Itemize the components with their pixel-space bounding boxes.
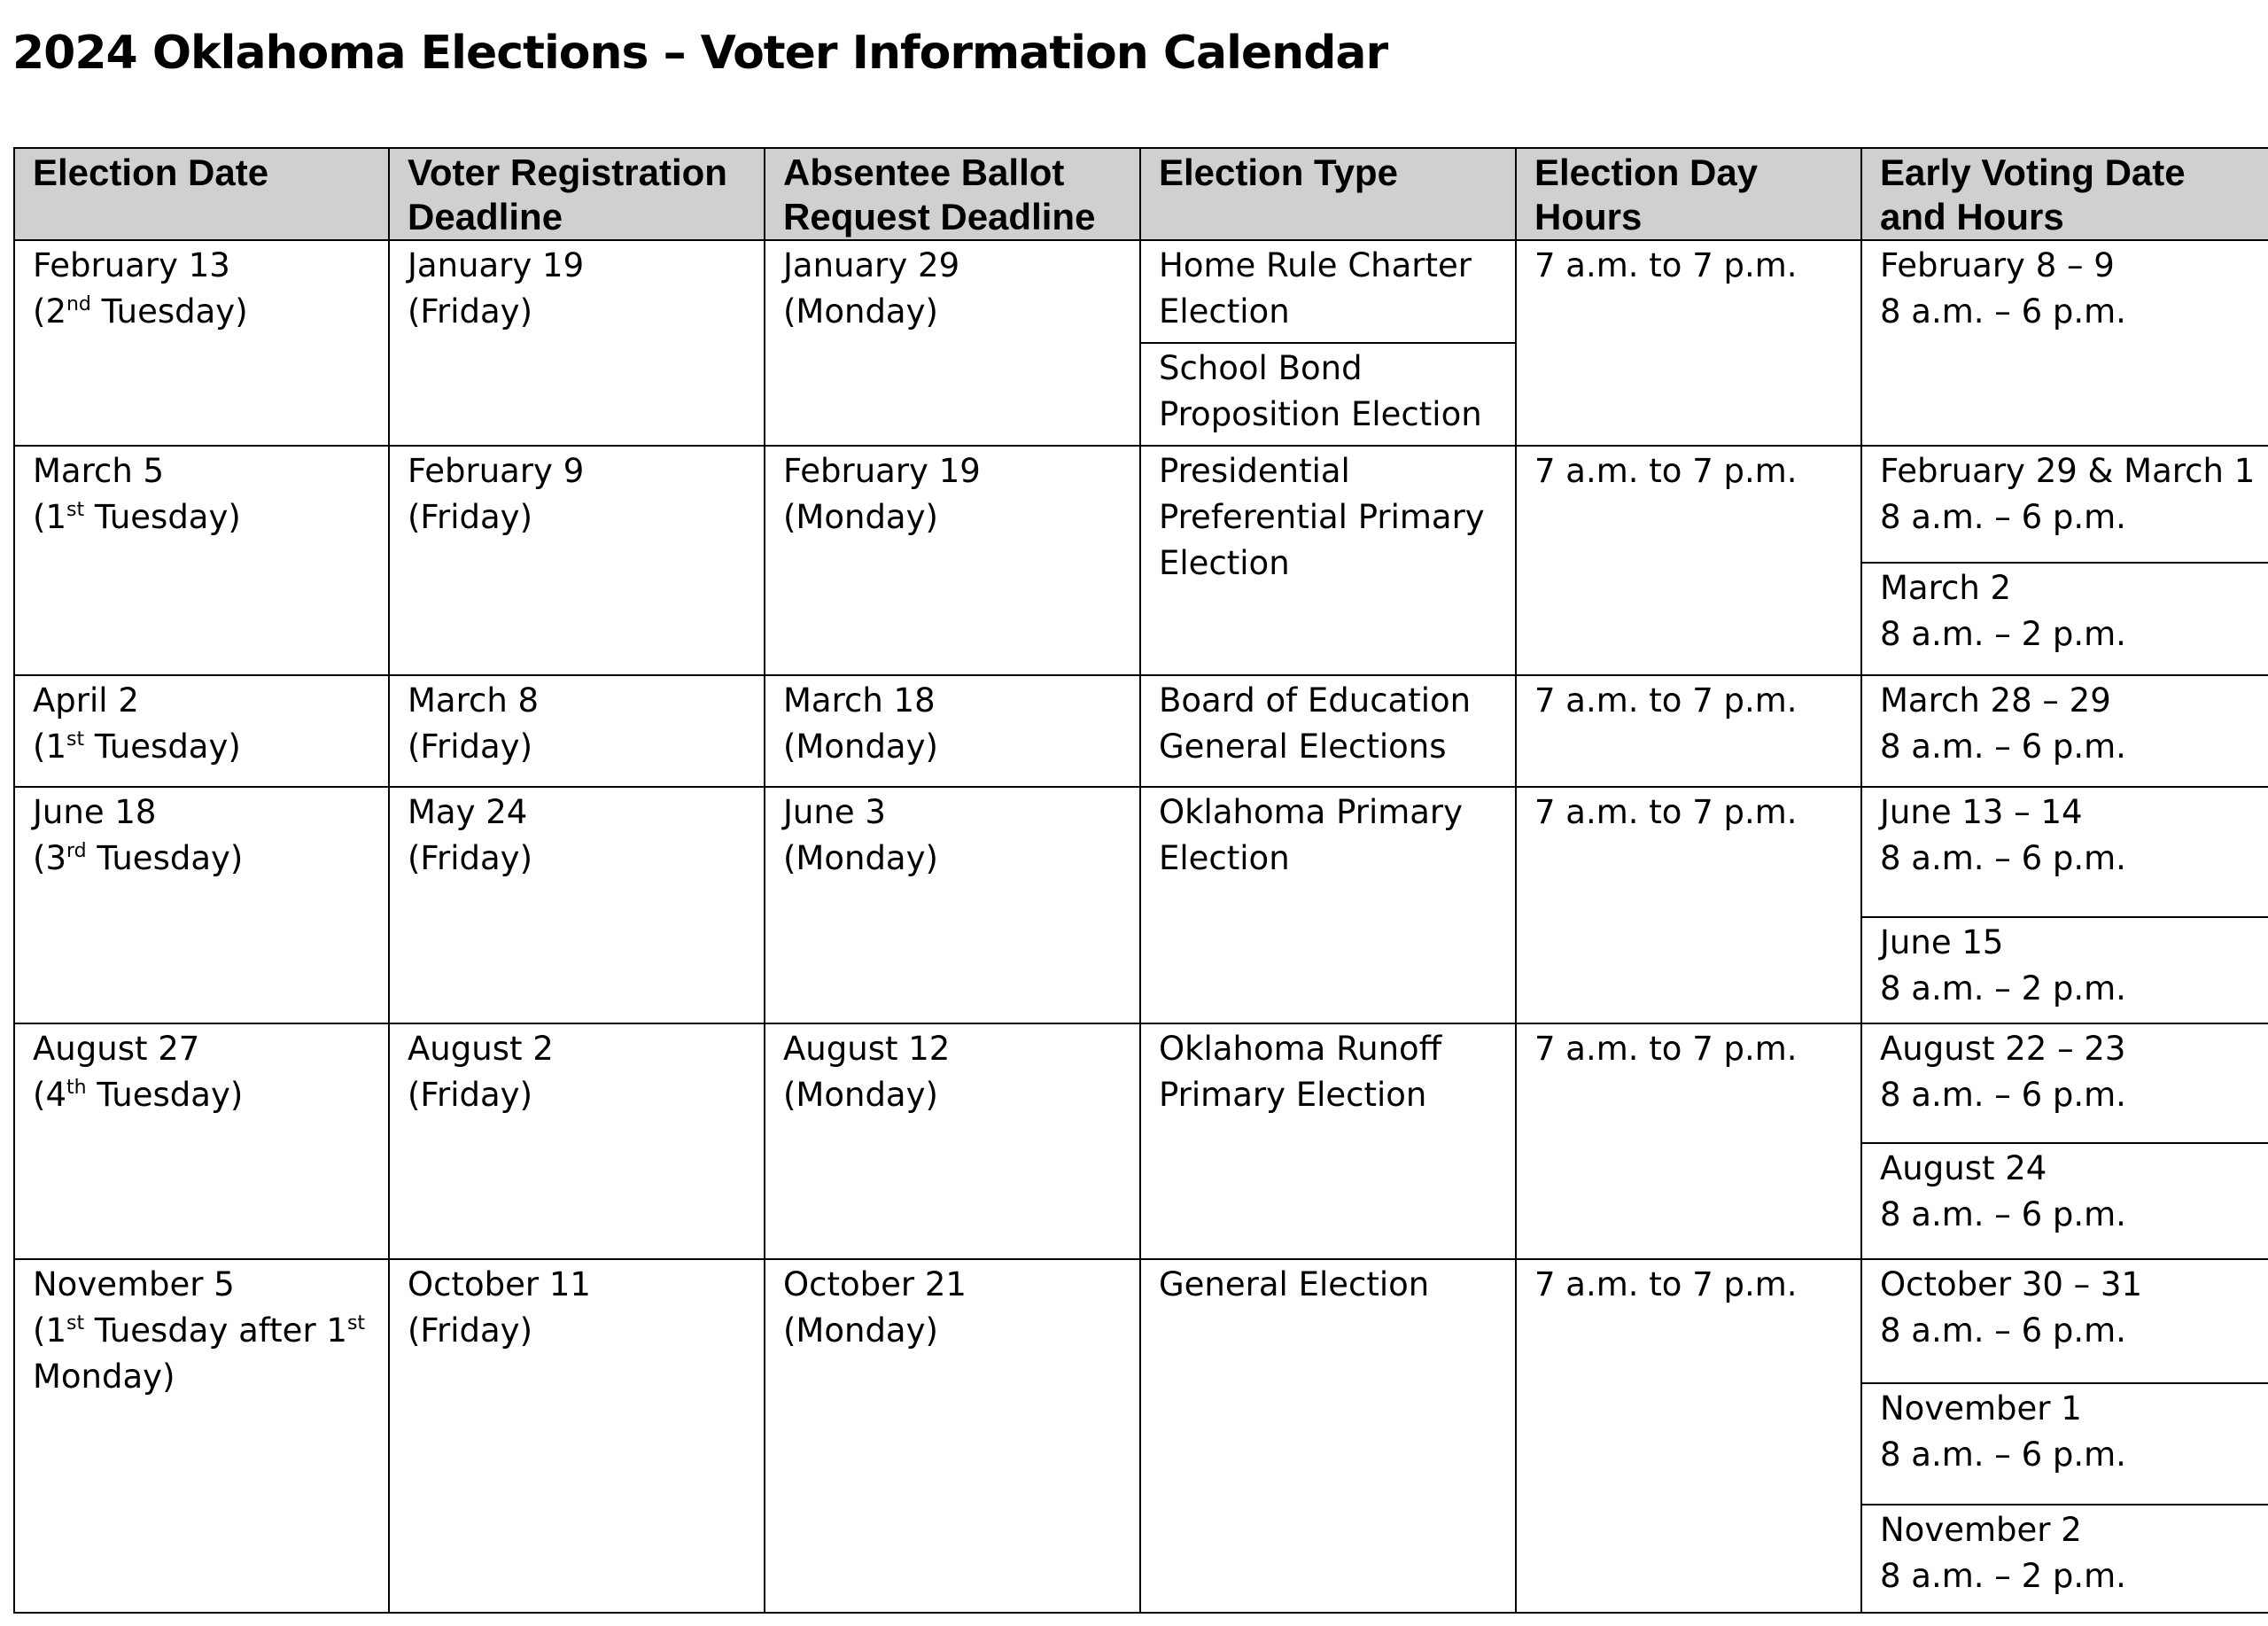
- header-election-day-hours: Election Day Hours: [1516, 148, 1861, 240]
- registration-deadline-cell: March 8 (Friday): [389, 675, 765, 787]
- early-voting-cell: August 24 8 a.m. – 6 p.m.: [1861, 1143, 2268, 1259]
- registration-deadline-cell: May 24 (Friday): [389, 787, 765, 1023]
- early-voting-cell: March 28 – 29 8 a.m. – 6 p.m.: [1861, 675, 2268, 787]
- election-date-cell: August 27 (4th Tuesday): [14, 1023, 389, 1259]
- election-day-hours-cell: 7 a.m. to 7 p.m.: [1516, 787, 1861, 1023]
- election-type-cell: Oklahoma Runoff Primary Election: [1140, 1023, 1516, 1259]
- table-row: [14, 446, 2268, 563]
- header-election-date: Election Date: [14, 148, 389, 240]
- election-date-cell: February 13 (2nd Tuesday): [14, 240, 389, 446]
- election-day-hours-cell: 7 a.m. to 7 p.m.: [1516, 446, 1861, 675]
- absentee-deadline-cell: March 18 (Monday): [765, 675, 1140, 787]
- election-date-cell: April 2 (1st Tuesday): [14, 675, 389, 787]
- election-type-cell: School Bond Proposition Election: [1140, 343, 1516, 446]
- table-row: [14, 240, 2268, 343]
- election-day-hours-cell: 7 a.m. to 7 p.m.: [1516, 1023, 1861, 1259]
- page-title: 2024 Oklahoma Elections – Voter Information Calendar: [12, 27, 1388, 80]
- table-row: [14, 675, 2268, 787]
- absentee-deadline-cell: January 29 (Monday): [765, 240, 1140, 446]
- absentee-deadline-cell: August 12 (Monday): [765, 1023, 1140, 1259]
- table-row: [14, 1259, 2268, 1383]
- table-header-row: [14, 148, 2268, 240]
- early-voting-cell: August 22 – 23 8 a.m. – 6 p.m.: [1861, 1023, 2268, 1143]
- header-early-voting: Early Voting Date and Hours: [1861, 148, 2268, 240]
- early-voting-cell: November 1 8 a.m. – 6 p.m.: [1861, 1383, 2268, 1505]
- election-date-cell: June 18 (3rd Tuesday): [14, 787, 389, 1023]
- early-voting-cell: June 15 8 a.m. – 2 p.m.: [1861, 917, 2268, 1023]
- election-day-hours-cell: 7 a.m. to 7 p.m.: [1516, 1259, 1861, 1613]
- registration-deadline-cell: October 11 (Friday): [389, 1259, 765, 1613]
- election-type-cell: Oklahoma Primary Election: [1140, 787, 1516, 1023]
- early-voting-cell: February 29 & March 1 8 a.m. – 6 p.m.: [1861, 446, 2268, 563]
- registration-deadline-cell: August 2 (Friday): [389, 1023, 765, 1259]
- election-type-cell: General Election: [1140, 1259, 1516, 1613]
- election-type-cell: Presidential Preferential Primary Election: [1140, 446, 1516, 675]
- registration-deadline-cell: February 9 (Friday): [389, 446, 765, 675]
- election-calendar-table: [13, 147, 2268, 1614]
- election-day-hours-cell: 7 a.m. to 7 p.m.: [1516, 675, 1861, 787]
- election-type-cell: Home Rule Charter Election: [1140, 240, 1516, 343]
- election-date-cell: March 5 (1st Tuesday): [14, 446, 389, 675]
- early-voting-cell: February 8 – 9 8 a.m. – 6 p.m.: [1861, 240, 2268, 446]
- header-election-type: Election Type: [1140, 148, 1516, 240]
- header-registration-deadline: Voter Registration Deadline: [389, 148, 765, 240]
- election-type-cell: Board of Education General Elections: [1140, 675, 1516, 787]
- header-absentee-deadline: Absentee Ballot Request Deadline: [765, 148, 1140, 240]
- early-voting-cell: March 2 8 a.m. – 2 p.m.: [1861, 563, 2268, 675]
- registration-deadline-cell: January 19 (Friday): [389, 240, 765, 446]
- absentee-deadline-cell: June 3 (Monday): [765, 787, 1140, 1023]
- early-voting-cell: October 30 – 31 8 a.m. – 6 p.m.: [1861, 1259, 2268, 1383]
- table-row: [14, 787, 2268, 917]
- election-date-cell: November 5 (1st Tuesday after 1st Monday): [14, 1259, 389, 1613]
- table-row: [14, 1023, 2268, 1143]
- absentee-deadline-cell: February 19 (Monday): [765, 446, 1140, 675]
- election-day-hours-cell: 7 a.m. to 7 p.m.: [1516, 240, 1861, 446]
- early-voting-cell: June 13 – 14 8 a.m. – 6 p.m.: [1861, 787, 2268, 917]
- absentee-deadline-cell: October 21 (Monday): [765, 1259, 1140, 1613]
- early-voting-cell: November 2 8 a.m. – 2 p.m.: [1861, 1505, 2268, 1613]
